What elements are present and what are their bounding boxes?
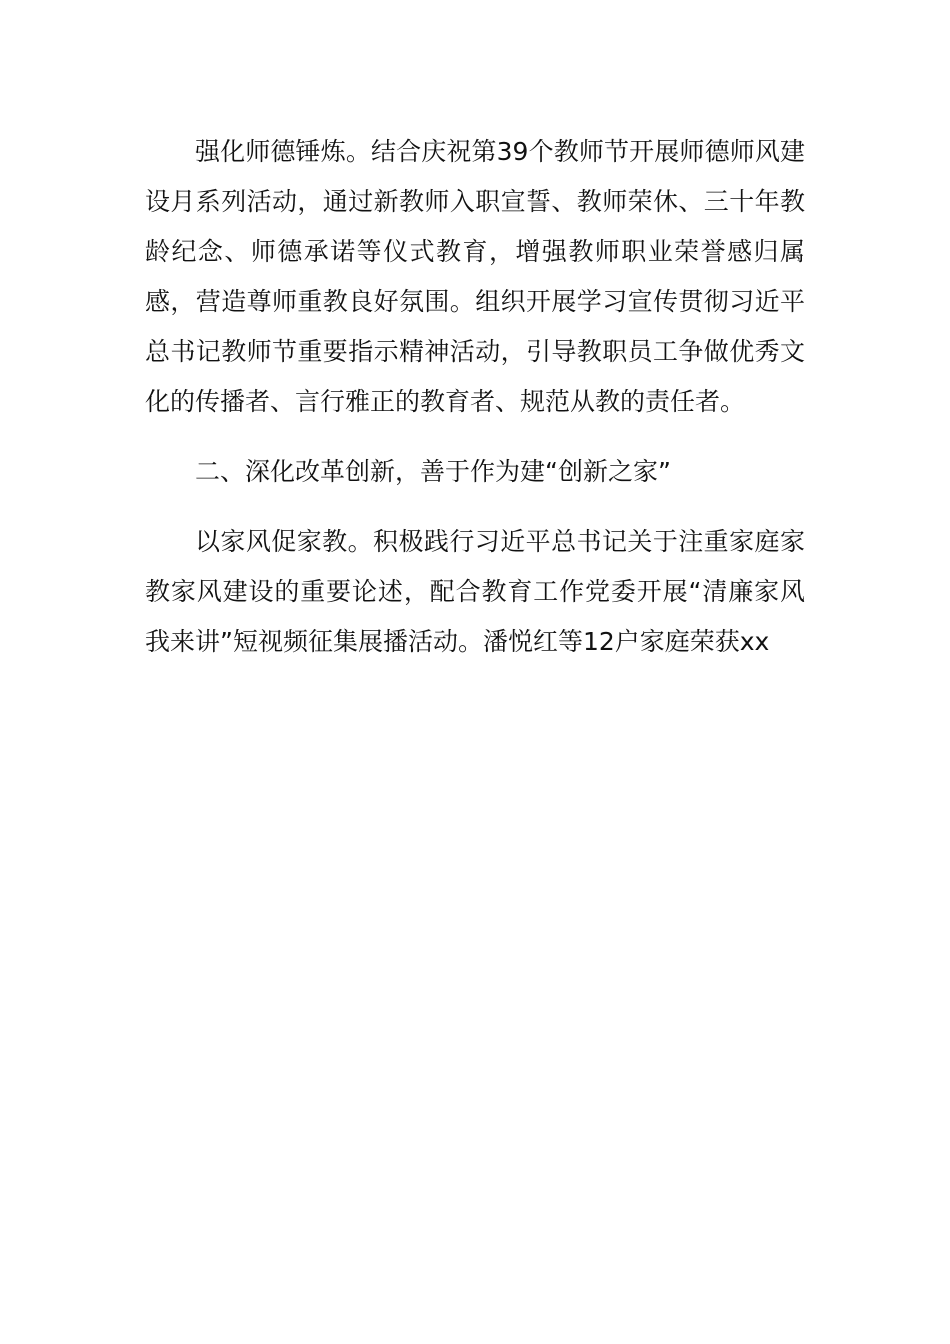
section-heading-innovation: 二、深化改革创新，善于作为建“创新之家” [195, 457, 671, 486]
paragraph-teacher-ethics: 强化师德锤炼。结合庆祝第39个教师节开展师德师风建设月系列活动，通过新教师入职宣誓、教师荣休、三十年教龄纪念、师德承诺等仪式教育，增强教师职业荣誉感归属感，营造尊师重教良好氛围。组织开展学习宣传贯彻习近平总书记教师节重要指示精神活动，引导教职员工争做优秀文化的传播者、言行雅正的教育者、规范从教的责任者。 [145, 137, 805, 416]
paragraph-family-education: 以家风促家教。积极践行习近平总书记关于注重家庭家教家风建设的重要论述，配合教育工作党委开展“清廉家风我来讲”短视频征集展播活动。潘悦红等12户家庭荣获xx [145, 527, 805, 656]
document-body [145, 127, 805, 667]
